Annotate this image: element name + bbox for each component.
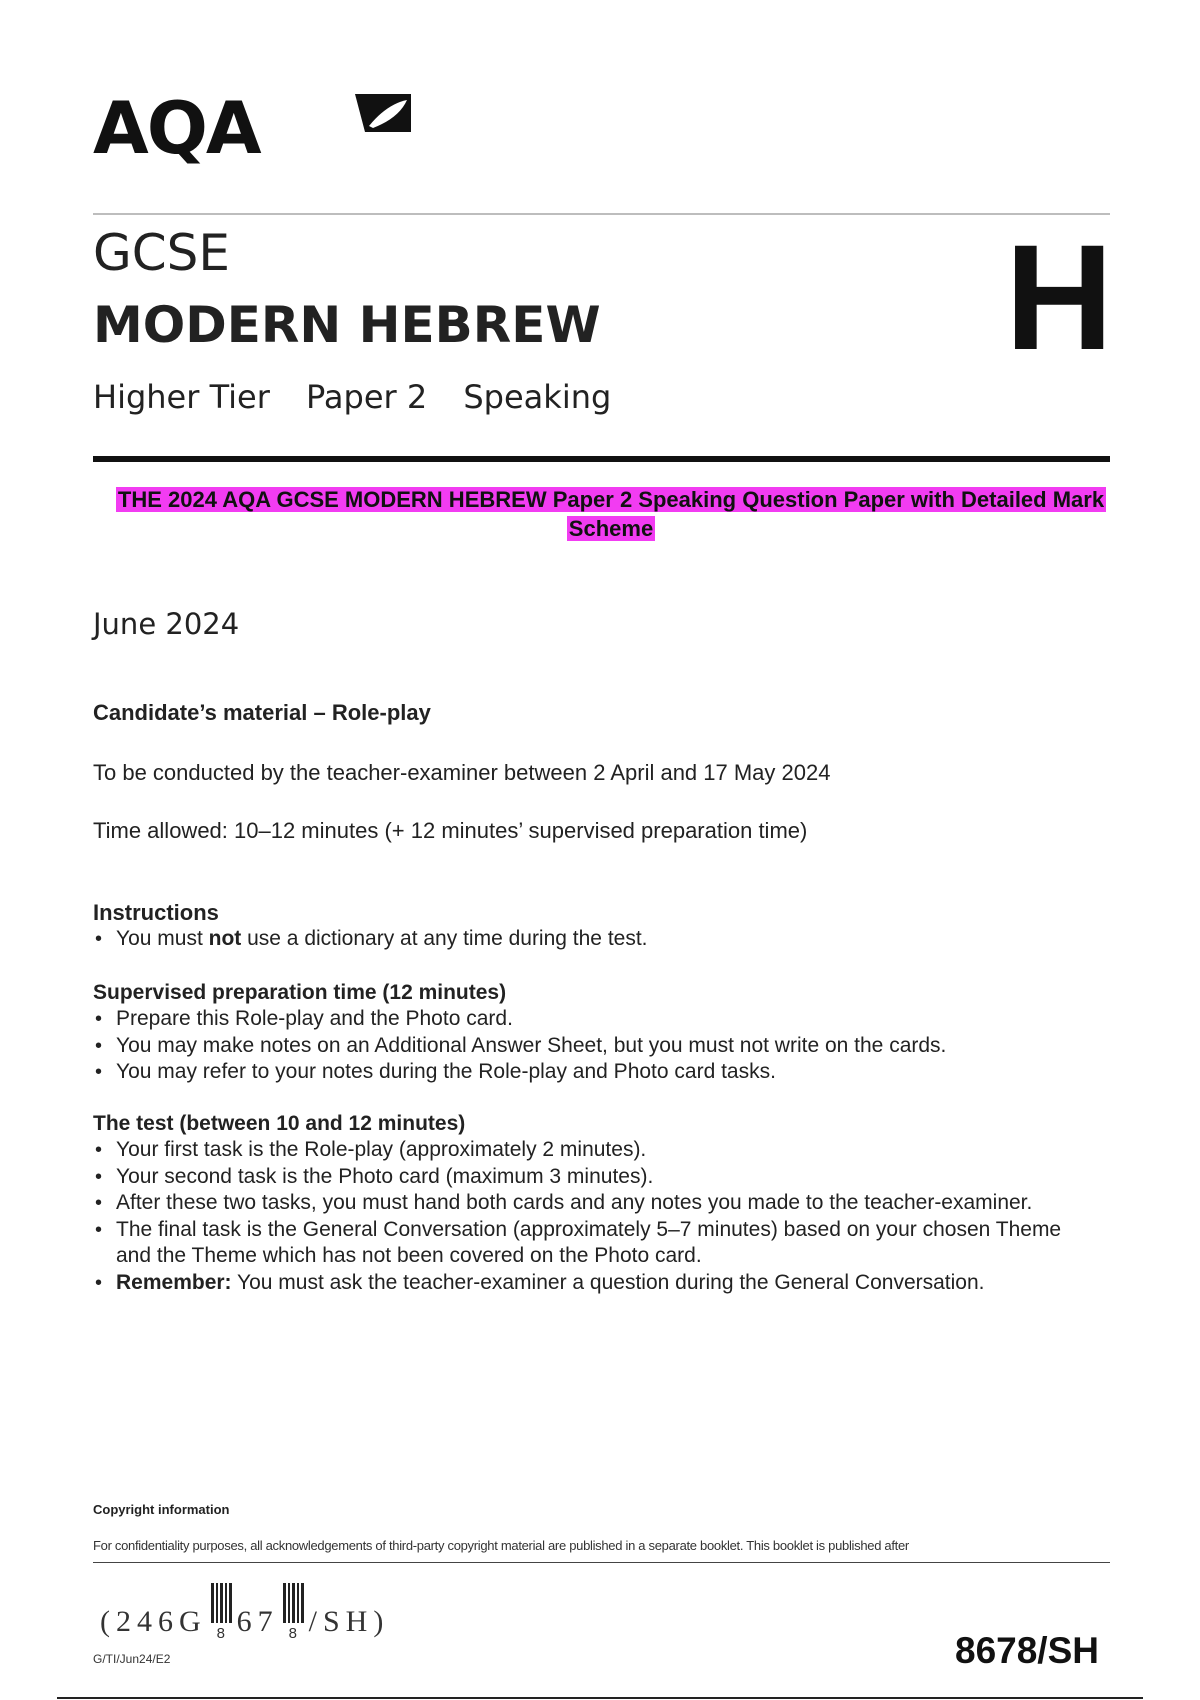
instructions-list (93, 926, 1123, 953)
paper-reference: 8678/SH (955, 1630, 1099, 1671)
instructions-section (93, 900, 1123, 953)
preparation-heading: Supervised preparation time (12 minutes) (93, 981, 507, 1004)
instructions-heading: Instructions (93, 900, 219, 925)
highlight-banner (96, 485, 1126, 543)
candidate-code: (246G 8 67 8 /SH) (100, 1595, 389, 1639)
footer-divider (93, 1562, 1110, 1563)
page-bottom-border (57, 1697, 1143, 1699)
list-item: • You may make notes on an Additional Answer Sheet, but you must not write on the cards. (93, 1033, 1123, 1060)
barcode-icon (281, 1583, 307, 1623)
subject-title: MODERN HEBREW (93, 296, 601, 354)
preparation-list (93, 1006, 1123, 1086)
banner-text: THE 2024 AQA GCSE MODERN HEBREW Paper 2 Speaking Question Paper with Detailed Mark Scheme (117, 487, 1105, 541)
paper-label: Paper 2 (306, 378, 428, 416)
document-code: G/TI/Jun24/E2 (93, 1652, 171, 1666)
test-list (93, 1137, 1133, 1296)
time-allowed-text: Time allowed: 10–12 minutes (+ 12 minutes’ supervised preparation time) (93, 818, 808, 843)
aqa-logo (93, 86, 353, 182)
exam-date: June 2024 (93, 607, 240, 641)
list-item: • Prepare this Role-play and the Photo card. (93, 1006, 1123, 1033)
tier-letter: H (1005, 213, 1114, 381)
list-item: • You may refer to your notes during the Role-play and Photo card tasks. (93, 1059, 1123, 1086)
barcode-icon (209, 1583, 235, 1623)
conducted-text: To be conducted by the teacher-examiner between 2 April and 17 May 2024 (93, 760, 831, 785)
paper-details (93, 378, 637, 416)
copyright-heading: Copyright information (93, 1502, 230, 1517)
list-item: • After these two tasks, you must hand both cards and any notes you made to the teacher-examiner. (93, 1190, 1133, 1217)
aqa-logo-text: AQA (93, 86, 260, 170)
barcode: 8 (209, 1595, 235, 1637)
list-item: • Remember: You must ask the teacher-examiner a question during the General Conversation. (93, 1270, 1133, 1297)
list-item: • The final task is the General Conversation (approximately 5–7 minutes) based on your chosen Theme and the Theme which has not been covered on the Photo card. (93, 1217, 1133, 1270)
aqa-leaf-icon (351, 92, 441, 152)
test-heading: The test (between 10 and 12 minutes) (93, 1112, 466, 1135)
qualification-title: GCSE (93, 224, 230, 282)
title-divider (93, 456, 1110, 462)
preparation-section (93, 980, 1123, 1086)
list-item: • Your second task is the Photo card (maximum 3 minutes). (93, 1164, 1133, 1191)
component-label: Speaking (463, 378, 612, 416)
header-divider (93, 213, 1110, 215)
tier-label: Higher Tier (93, 378, 270, 416)
barcode: 8 (281, 1595, 307, 1637)
test-section (93, 1111, 1133, 1296)
list-item: • Your first task is the Role-play (approximately 2 minutes). (93, 1137, 1133, 1164)
material-heading: Candidate’s material – Role-play (93, 700, 431, 725)
copyright-text: For confidentiality purposes, all acknowledgements of third-party copyright material are published in a separate booklet. This booklet is published after (93, 1538, 909, 1553)
list-item: • You must not use a dictionary at any time during the test. (93, 926, 1123, 953)
